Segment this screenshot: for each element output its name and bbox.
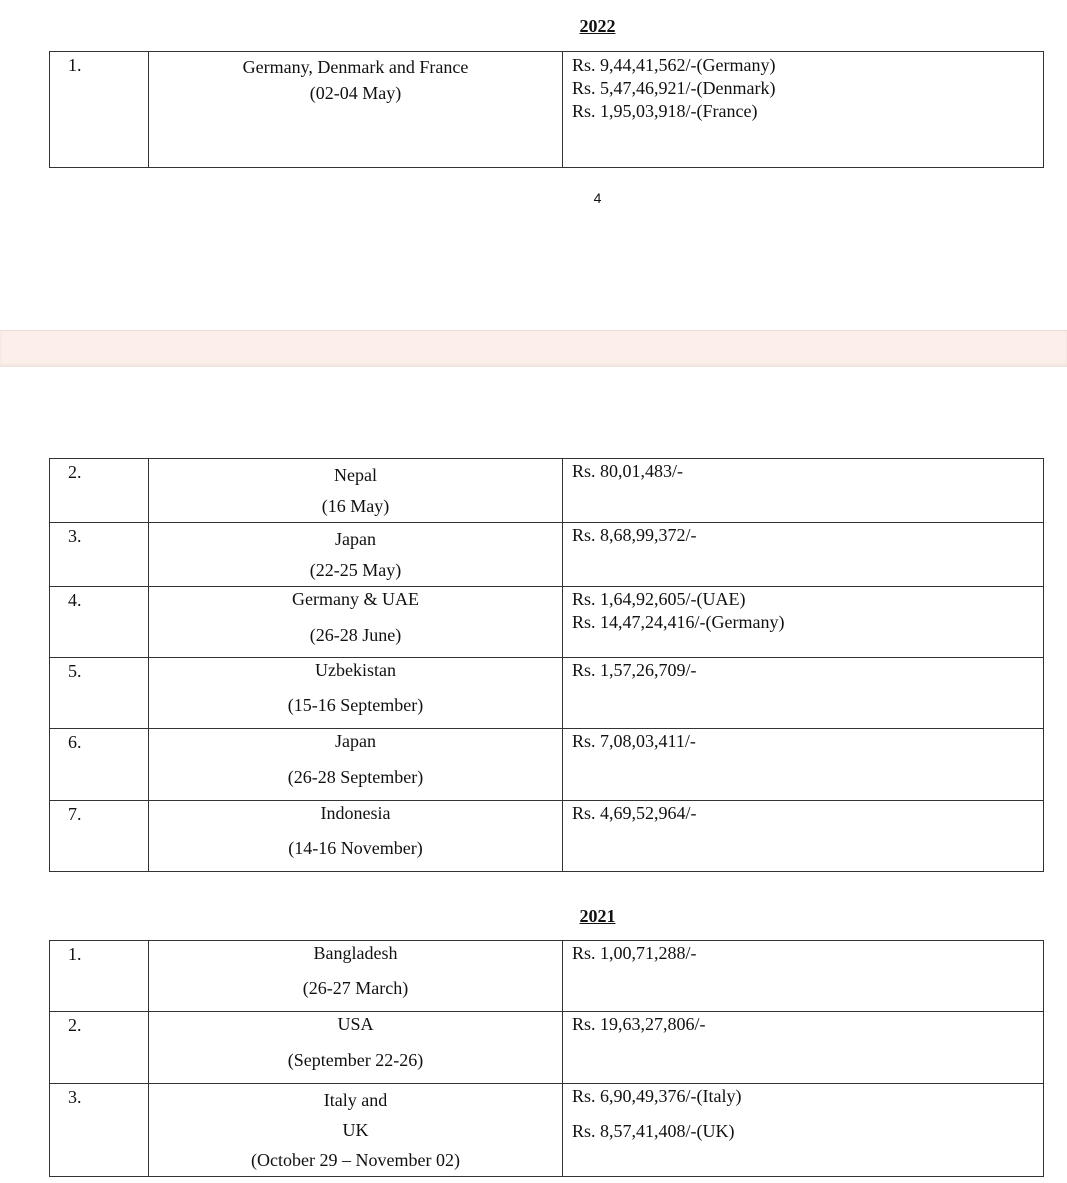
row-number: 2. [68,462,82,482]
destination: Germany & UAE [292,589,419,609]
amount: Rs. 8,68,99,372/- [572,525,697,545]
dates: (16 May) [321,496,390,516]
visits-table-2021 [49,940,1044,1177]
row-number: 2. [68,1015,82,1035]
destination: Uzbekistan [315,660,396,680]
table-row [50,801,1044,872]
amount: Rs. 9,44,41,562/-(Germany) [572,55,776,75]
amount: Rs. 7,08,03,411/- [572,731,696,751]
year-heading-2022: 2022 [579,16,616,36]
amount: Rs. 19,63,27,806/- [572,1014,706,1034]
row-number: 4. [68,590,82,610]
amount: Rs. 6,90,49,376/-(Italy) [572,1086,742,1106]
dates: (02-04 May) [309,83,402,103]
dates: (October 29 – November 02) [251,1150,460,1170]
row-number: 1. [68,55,82,75]
destination: UK [342,1120,369,1140]
destination: Japan [335,529,376,549]
dates: (26-28 September) [287,767,424,787]
amount: Rs. 4,69,52,964/- [572,803,697,823]
dates: (22-25 May) [309,560,402,580]
destination: Japan [335,731,376,751]
row-number: 3. [68,1087,82,1107]
table-row [50,729,1044,801]
row-number: 6. [68,732,82,752]
destination: Nepal [334,465,377,485]
dates: (26-28 June) [309,625,402,645]
destination: Bangladesh [313,943,398,963]
row-number: 7. [68,804,82,824]
page-break-separator [0,330,1067,367]
table-row [50,941,1044,1012]
destination: Italy and [323,1090,388,1110]
dates: (14-16 November) [288,838,423,858]
table-row [50,1084,1044,1177]
row-number: 3. [68,526,82,546]
table-row [50,459,1044,523]
amount: Rs. 1,95,03,918/-(France) [572,101,758,121]
destination: Germany, Denmark and France [242,57,469,77]
table-row [50,658,1044,729]
amount: Rs. 1,00,71,288/- [572,943,697,963]
amount: Rs. 1,64,92,605/-(UAE) [572,589,746,609]
row-number: 1. [68,944,82,964]
amount: Rs. 80,01,483/- [572,461,684,481]
row-number: 5. [68,661,82,681]
destination: Indonesia [320,803,391,823]
visits-table-2022-part1 [49,51,1044,168]
table-row [50,523,1044,587]
table-row [50,1012,1044,1084]
amount: Rs. 8,57,41,408/-(UK) [572,1121,735,1141]
year-heading-2021: 2021 [579,906,616,926]
page-number: 4 [593,190,602,206]
dates: (September 22-26) [287,1050,424,1070]
table-row [50,52,1044,168]
dates: (15-16 September) [287,695,424,715]
dates: (26-27 March) [302,978,409,998]
amount: Rs. 5,47,46,921/-(Denmark) [572,78,776,98]
visits-table-2022-part2 [49,458,1044,872]
amount: Rs. 1,57,26,709/- [572,660,697,680]
table-row [50,587,1044,658]
amount: Rs. 14,47,24,416/-(Germany) [572,612,785,632]
destination: USA [337,1014,374,1034]
